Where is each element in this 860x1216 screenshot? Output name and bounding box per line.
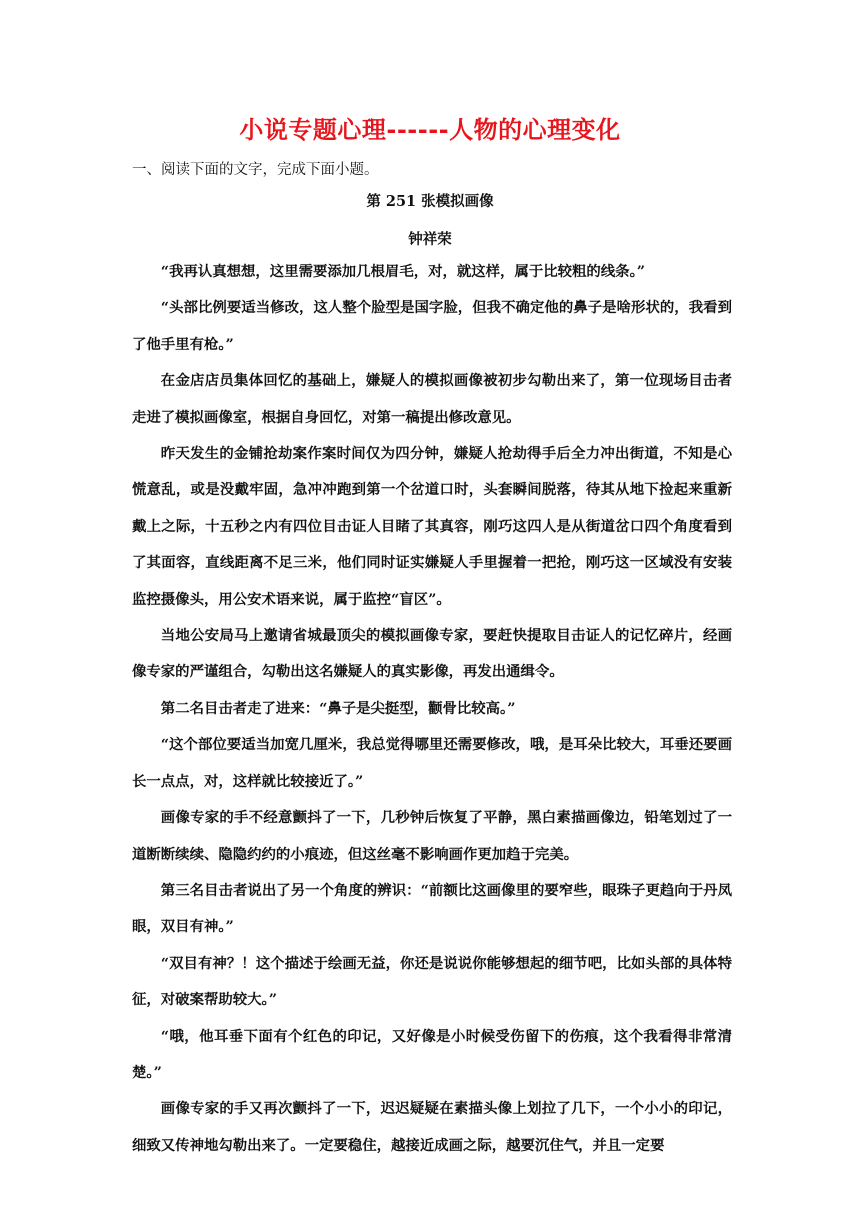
paragraph: 当地公安局马上邀请省城最顶尖的模拟画像专家，要赶快提取目击证人的记忆碎片，经画像专家的严谨组合，勾勒出这名嫌疑人的真实影像，再发出通缉令。: [132, 627, 732, 681]
story-title: 第 251 张模拟画像: [366, 193, 494, 210]
paragraph: 第三名目击者说出了另一个角度的辨识：“前额比这画像里的要窄些，眼珠子更趋向于丹凤眼，双目有神。”: [132, 881, 732, 936]
paragraph: 画像专家的手又再次颤抖了一下，迟迟疑疑在素描头像上划拉了几下，一个小小的印记，细致又传神地勾勒出来了。一定要稳住，越接近成画之际，越要沉住气，并且一定要: [132, 1100, 732, 1154]
paragraph: “双目有神？！这个描述于绘画无益，你还是说说你能够想起的细节吧，比如头部的具体特征，对破案帮助较大。”: [132, 954, 732, 1009]
paragraph: “头部比例要适当修改，这人整个脸型是国字脸，但我不确定他的鼻子是啥形状的，我看到了他手里有枪。”: [132, 299, 732, 353]
document-title: 小说专题心理------人物的心理变化: [239, 116, 621, 144]
paragraph: 昨天发生的金铺抢劫案作案时间仅为四分钟，嫌疑人抢劫得手后全力冲出街道，不知是心慌意乱，或是没戴牢固，急冲冲跑到第一个岔道口时，头套瞬间脱落，待其从地下捡起来重新戴上之际，十五秒之内有四位目击证人目睹了其真容，刚巧这四人是从街道岔口四个角度看到了其面容，直线距离不足三米，他们同时证实嫌疑人手里握着一把抢，刚巧这一区域没有安装监控摄像头，用公安术语来说，属于监控“盲区”。: [132, 445, 732, 608]
paragraph: 画像专家的手不经意颤抖了一下，几秒钟后恢复了平静，黑白素描画像边，铅笔划过了一道断断续续、隐隐约约的小痕迹，但这丝毫不影响画作更加趋于完美。: [132, 809, 732, 863]
paragraph: 在金店店员集体回忆的基础上，嫌疑人的模拟画像被初步勾勒出来了，第一位现场目击者走进了模拟画像室，根据自身回忆，对第一稿提出修改意见。: [132, 372, 732, 426]
story-author: 钟祥荣: [408, 231, 452, 248]
paragraph: “这个部位要适当加宽几厘米，我总觉得哪里还需要修改，哦，是耳朵比较大，耳垂还要画长一点点，对，这样就比较接近了。”: [132, 736, 732, 790]
story-body: [132, 254, 732, 1164]
paragraph: 第二名目击者走了进来：“鼻子是尖挺型，颧骨比较高。”: [160, 699, 516, 717]
paragraph: “我再认真想想，这里需要添加几根眉毛，对，就这样，属于比较粗的线条。”: [160, 263, 646, 280]
paragraph: “哦，他耳垂下面有个红色的印记，又好像是小时候受伤留下的伤痕，这个我看得非常清楚。”: [132, 1027, 732, 1081]
section-instruction: 一、阅读下面的文字，完成下面小题。: [132, 162, 379, 178]
